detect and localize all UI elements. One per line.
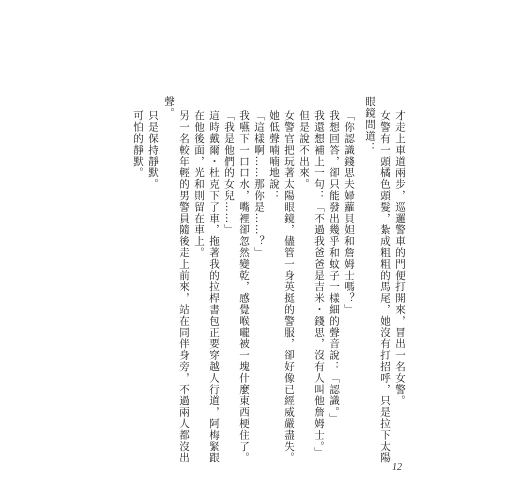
text-line-12: 「我是他們的女兒……」: [223, 110, 235, 236]
text-line-7: 但是說不出來。: [298, 110, 310, 190]
text-line-13: 這時戴爾・杜克下了車，拖著我的拉桿書包正要穿越人行道，阿梅緊跟: [208, 110, 220, 464]
text-line-18: 可怕的靜默。: [132, 110, 144, 179]
text-line-2: 女警有一頭橘色頭髮，紮成粗粗的馬尾，她沒有打招呼，只是拉下太陽: [379, 110, 391, 464]
text-line-3: 眼鏡問道：: [364, 96, 376, 153]
text-line-11: 我嚥下一口口水，嘴裡卻忽然變乾，感覺喉嚨被一塊什麼東西梗住了。: [238, 110, 250, 464]
text-line-9: 她低聲喃喃地說：: [268, 110, 280, 202]
page-number: 12: [392, 462, 402, 473]
text-line-6: 我還想補上一句：「不過我爸爸是吉米・錢思，沒有人叫他詹姆士。」: [313, 110, 325, 459]
text-line-17: 只是保持靜默。: [147, 110, 159, 190]
text-line-16: 聲。: [163, 96, 175, 119]
text-line-15: 另一名較年輕的男警員隨後走上前來，站在同伴身旁，不過兩人都沒出: [178, 110, 190, 464]
text-line-1: 才走上車道兩步，巡邏警車的門便打開來，冒出一名女警。: [394, 110, 406, 407]
text-line-4: 「你認識錢思夫婦蘿貝妲和詹姆士嗎？」: [343, 110, 355, 316]
text-line-14: 在他後面，光和則留在車上。: [193, 110, 205, 259]
text-line-8: 女警官把玩著太陽眼鏡，儘管一身英挺的警服，卻好像已經威嚴盡失。: [283, 110, 295, 464]
text-line-5: 我想回答，卻只能發出幾乎和蚊子一樣細的聲音說：「認識。」: [328, 110, 340, 424]
text-line-10: 「這樣啊……那你是……？」: [253, 110, 265, 259]
